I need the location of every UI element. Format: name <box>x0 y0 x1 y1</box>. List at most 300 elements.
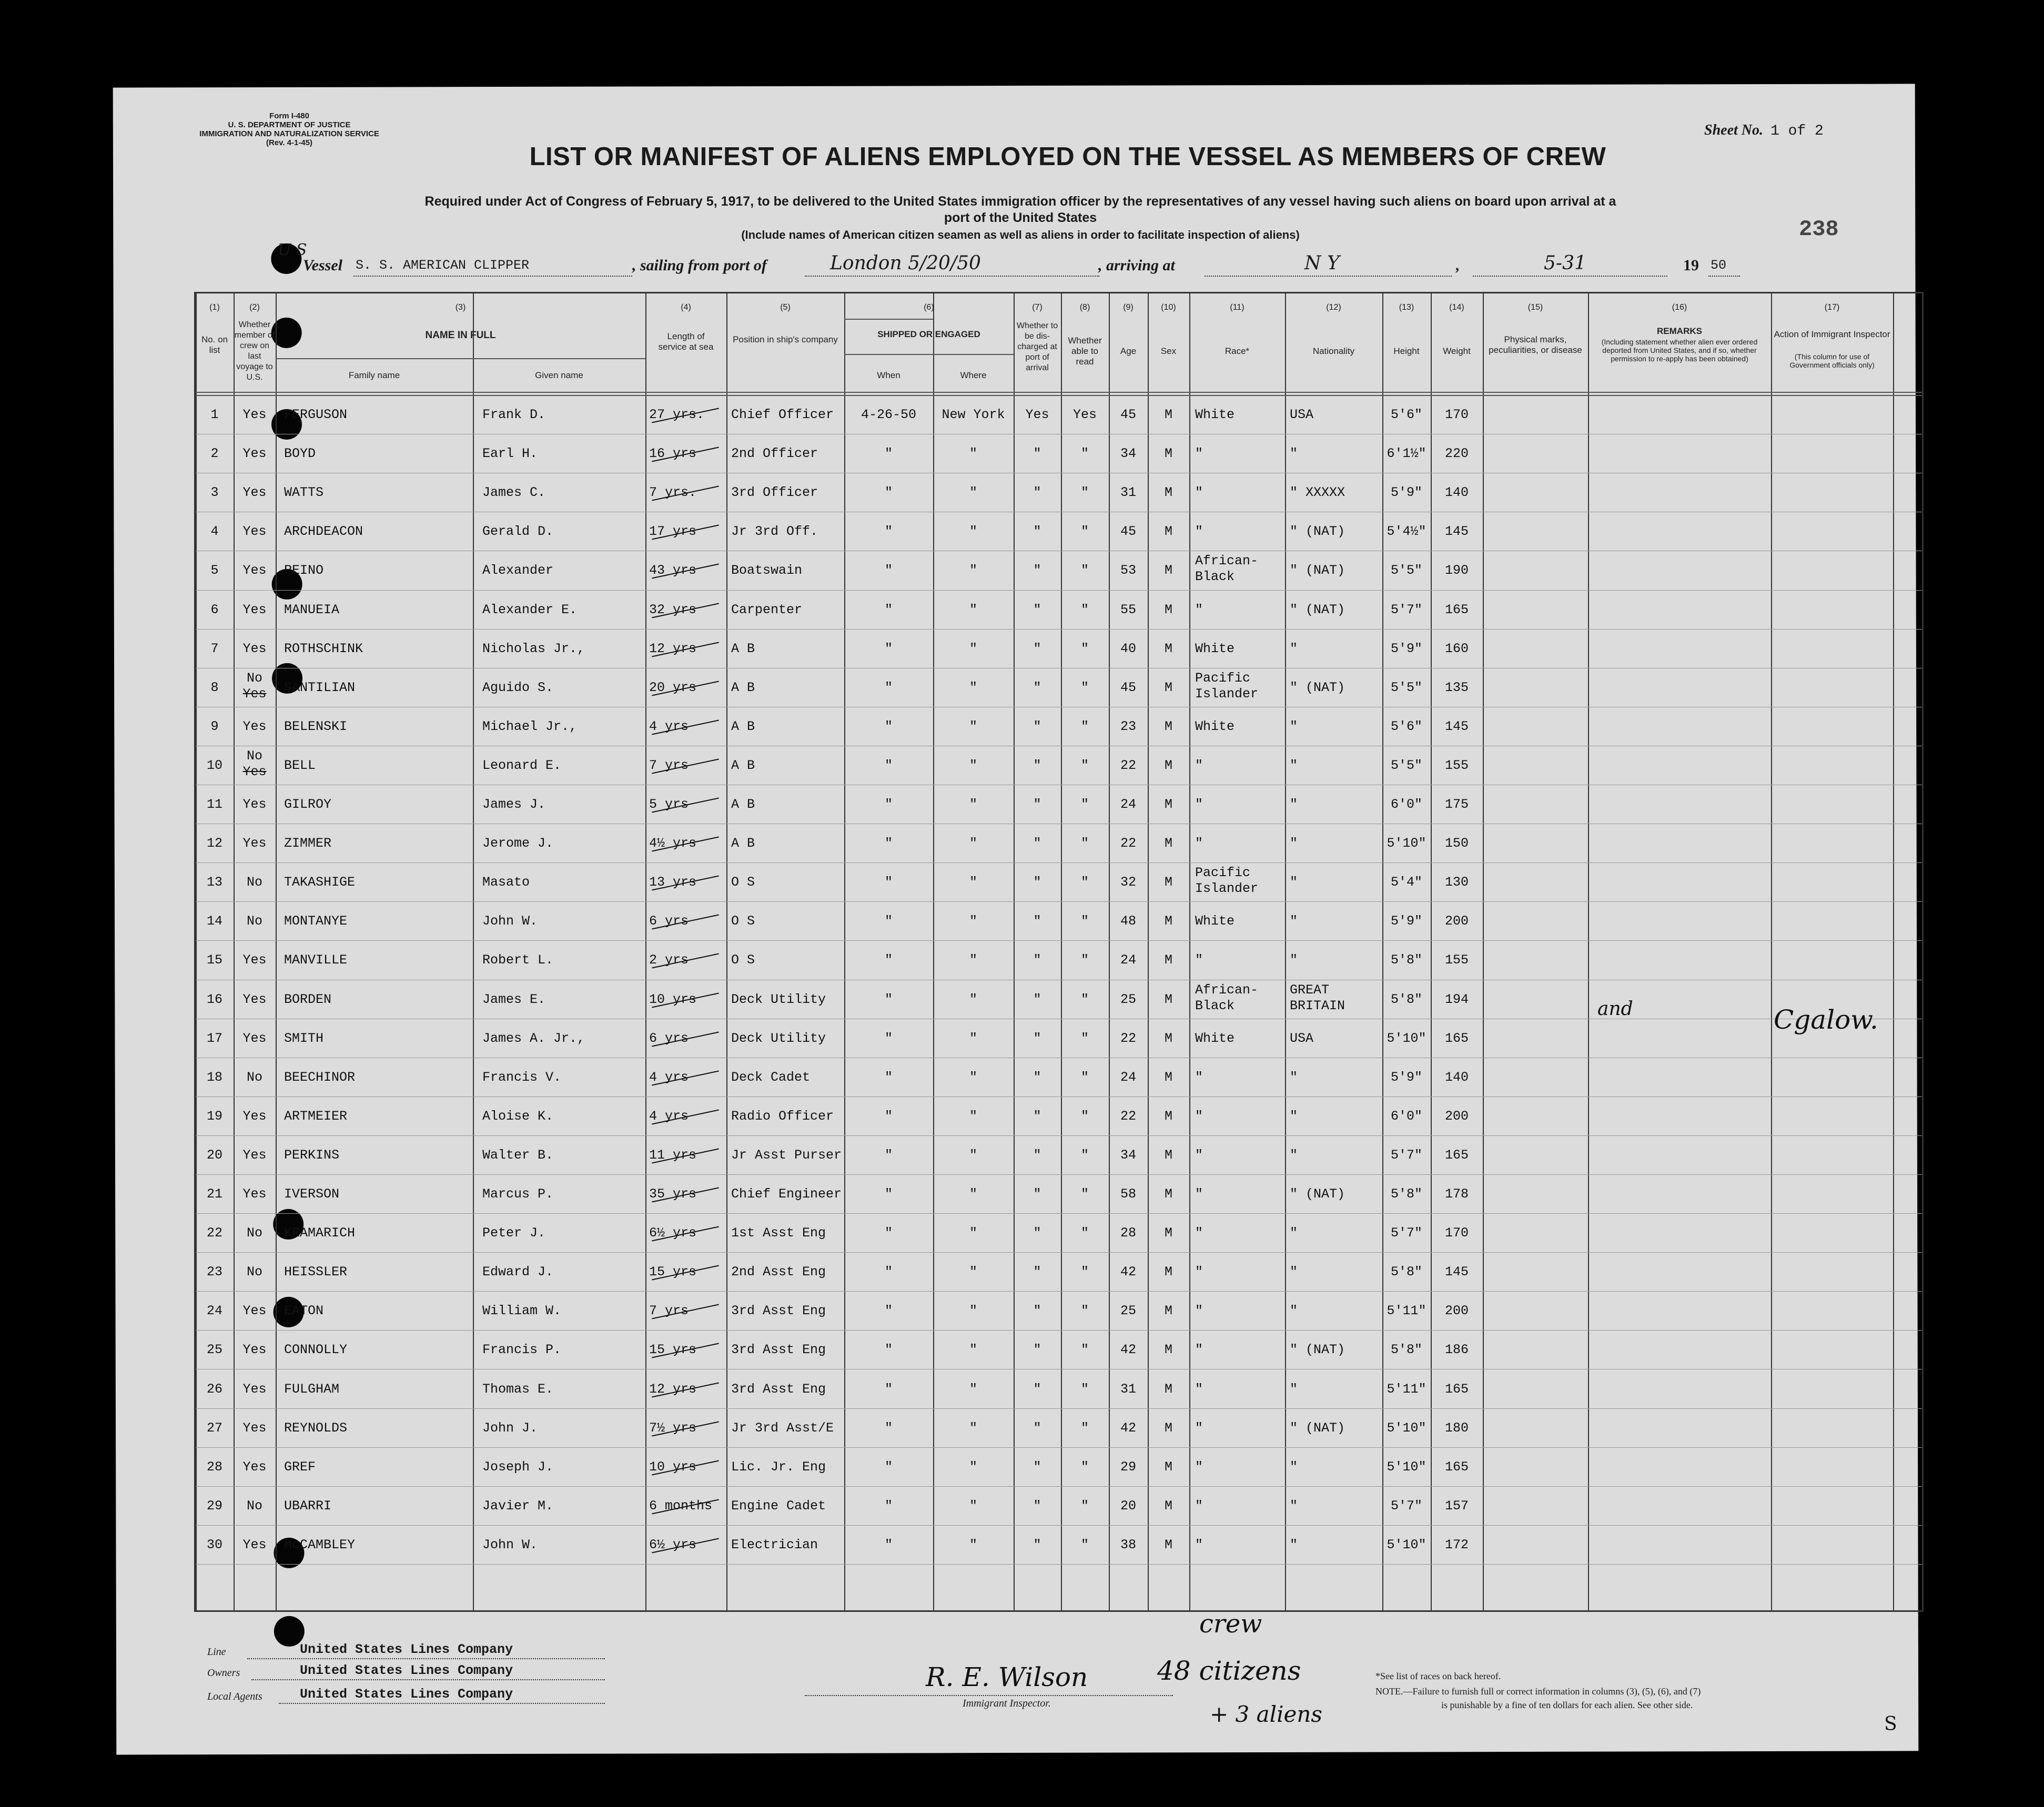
cell-service: 12 yrs <box>649 641 697 656</box>
cell-weight: 200 <box>1444 1109 1469 1124</box>
remarks-hand-note: and <box>1597 998 1633 1020</box>
cell-prev: Yes <box>242 485 267 500</box>
col-1-number: (1) <box>209 303 220 312</box>
cell-sex: M <box>1164 446 1172 461</box>
cell-when: " <box>884 1186 893 1202</box>
col-9-header: Age <box>1120 346 1137 356</box>
cell-prev: No <box>246 1264 262 1280</box>
cell-discharge: " <box>1033 563 1041 578</box>
cell-prev: Yes <box>242 1303 267 1318</box>
cell-family: IVERSON <box>284 1186 340 1202</box>
cell-race: White <box>1195 913 1235 929</box>
cell-given: James J. <box>482 797 546 812</box>
cell-given: Joseph J. <box>482 1459 554 1475</box>
col-5-header: Position in ship's company <box>733 334 838 344</box>
cell-weight: 135 <box>1444 680 1469 695</box>
arrival-date: 5-31 <box>1544 252 1586 274</box>
cell-when: " <box>884 680 893 695</box>
subtitle-note: (Include names of American citizen seamen as well as aliens in order to facilitate inspection of aliens) <box>741 228 1300 241</box>
cell-given: Robert L. <box>482 952 554 968</box>
cell-family: GILROY <box>284 797 332 812</box>
cell-nationality: " <box>1290 1148 1298 1163</box>
cell-given: Alexander <box>482 563 554 578</box>
cell-age: 38 <box>1120 1537 1136 1552</box>
form-number: Form I-480 <box>269 111 309 120</box>
cell-sex: M <box>1164 1031 1172 1046</box>
cell-read: " <box>1080 1537 1089 1552</box>
cell-nationality: " <box>1290 758 1298 773</box>
cell-race: White <box>1195 641 1235 656</box>
cell-where: " <box>969 992 977 1007</box>
cell-age: 40 <box>1120 641 1136 656</box>
cell-age: 45 <box>1120 524 1136 539</box>
cell-no: 19 <box>206 1109 222 1124</box>
cell-position: Chief Officer <box>731 407 834 422</box>
cell-race: Islander <box>1195 686 1259 702</box>
owners-value: United States Lines Company <box>300 1663 513 1678</box>
cell-sex: M <box>1164 913 1172 929</box>
cell-weight: 200 <box>1444 913 1469 929</box>
cell-sex: M <box>1164 407 1172 422</box>
cell-read: Yes <box>1072 407 1097 422</box>
page-title: LIST OR MANIFEST OF ALIENS EMPLOYED ON THE VESSEL AS MEMBERS OF CREW <box>529 143 1606 171</box>
cell-nationality: " (NAT) <box>1290 680 1345 695</box>
cell-where: " <box>969 1031 977 1046</box>
cell-age: 22 <box>1120 1109 1136 1124</box>
cell-sex: M <box>1164 875 1172 890</box>
cell-height: 5'10" <box>1387 836 1426 851</box>
cell-nationality: " <box>1290 1264 1298 1280</box>
cell-no: 28 <box>206 1459 222 1475</box>
cell-service: 5 yrs <box>649 797 689 812</box>
cell-race: African- <box>1195 553 1259 569</box>
cell-weight: 194 <box>1444 992 1469 1007</box>
cell-age: 45 <box>1120 680 1136 695</box>
cell-race: " <box>1195 1186 1203 1202</box>
cell-age: 42 <box>1120 1420 1136 1436</box>
cell-when: " <box>884 719 893 734</box>
cell-service: 7 yrs <box>649 758 689 773</box>
cell-given: Masato <box>482 875 530 890</box>
cell-no: 16 <box>206 992 222 1007</box>
cell-family: ZIMMER <box>284 836 332 851</box>
inspector-hand-note: Cgalow. <box>1774 1004 1878 1035</box>
cell-no: 24 <box>206 1303 222 1318</box>
sheet-value: 1 of 2 <box>1770 123 1824 139</box>
cell-prev: No <box>246 1498 262 1514</box>
cell-position: O S <box>731 875 755 890</box>
col-4-number: (4) <box>681 303 691 312</box>
cell-where: " <box>969 1148 977 1163</box>
form-rev: (Rev. 4-1-45) <box>266 138 313 147</box>
cell-position: O S <box>731 913 755 929</box>
cell-where: " <box>969 641 977 656</box>
col-8-header: Whether able to read <box>1068 336 1102 367</box>
cell-discharge: " <box>1033 446 1041 461</box>
cell-no: 26 <box>206 1382 222 1397</box>
cell-weight: 165 <box>1444 1031 1469 1046</box>
cell-position: Jr 3rd Off. <box>731 524 818 539</box>
cell-no: 3 <box>210 485 219 500</box>
cell-family: BEECHINOR <box>284 1070 356 1085</box>
cell-when: " <box>884 602 893 617</box>
cell-age: 22 <box>1120 1031 1136 1046</box>
col-15-number: (15) <box>1527 303 1543 312</box>
cell-weight: 145 <box>1444 1264 1469 1280</box>
cell-prev: Yes <box>242 1420 267 1436</box>
cell-service: 6 yrs <box>649 1031 689 1046</box>
cell-read: " <box>1080 913 1089 929</box>
cell-height: 5'11" <box>1387 1382 1426 1397</box>
cell-race: " <box>1195 524 1203 539</box>
cell-family: WATTS <box>284 485 324 500</box>
cell-no: 9 <box>210 719 219 734</box>
col-17-subheader: (This column for use of Government officials only) <box>1789 352 1875 369</box>
cell-service: 27 yrs. <box>649 407 705 422</box>
cell-height: 5'5" <box>1390 758 1422 773</box>
cell-sex: M <box>1164 719 1172 734</box>
cell-race: White <box>1195 719 1235 734</box>
cell-height: 5'4½" <box>1387 524 1426 539</box>
vessel-name: S. S. AMERICAN CLIPPER <box>356 258 530 273</box>
cell-age: 20 <box>1120 1498 1136 1514</box>
cell-nationality: " <box>1290 446 1298 461</box>
cell-discharge: " <box>1033 1303 1041 1318</box>
cell-nationality: " <box>1290 1109 1298 1124</box>
vessel-hand-note: U S <box>278 241 307 259</box>
cell-weight: 180 <box>1444 1420 1469 1436</box>
cell-age: 29 <box>1120 1459 1136 1475</box>
cell-when: " <box>884 1031 893 1046</box>
cell-sex: M <box>1164 680 1172 695</box>
cell-given: Walter B. <box>482 1148 554 1163</box>
cell-given: Gerald D. <box>482 524 554 539</box>
cell-race: " <box>1195 1382 1203 1397</box>
cell-sex: M <box>1164 1148 1172 1163</box>
cell-read: " <box>1080 1186 1089 1202</box>
cell-race: Black <box>1195 998 1235 1013</box>
cell-family: HEISSLER <box>284 1264 348 1280</box>
cell-when: " <box>884 992 893 1007</box>
cell-family: REYNOLDS <box>284 1420 348 1436</box>
cell-nationality: " <box>1290 952 1298 968</box>
cell-no: 12 <box>206 836 222 851</box>
cell-discharge: " <box>1033 1537 1041 1552</box>
col-8-number: (8) <box>1079 303 1090 312</box>
cell-race: " <box>1195 1148 1203 1163</box>
cell-sex: M <box>1164 1303 1172 1318</box>
cell-age: 45 <box>1120 407 1136 422</box>
cell-discharge: " <box>1033 913 1041 929</box>
cell-prev: Yes <box>242 524 267 539</box>
col-shipped-when: When <box>877 370 900 380</box>
cell-where: " <box>969 1420 977 1436</box>
cell-race: " <box>1195 485 1203 500</box>
cell-family: PERKINS <box>284 1148 340 1163</box>
cell-read: " <box>1080 1459 1089 1475</box>
cell-height: 5'10" <box>1387 1031 1426 1046</box>
cell-when: " <box>884 1148 893 1163</box>
cell-given: Leonard E. <box>482 758 562 773</box>
cell-where: " <box>969 446 977 461</box>
cell-sex: M <box>1164 524 1172 539</box>
cell-given: John W. <box>482 913 538 929</box>
cell-prev: Yes <box>242 407 267 422</box>
cell-position: A B <box>731 758 755 773</box>
cell-prev: Yes <box>242 952 267 968</box>
cell-position: 2nd Officer <box>731 446 818 461</box>
cell-weight: 145 <box>1444 524 1469 539</box>
cell-race: Black <box>1195 569 1235 584</box>
form-service: IMMIGRATION AND NATURALIZATION SERVICE <box>199 129 379 138</box>
cell-service: 7½ yrs <box>649 1420 697 1436</box>
arrival-year: 50 <box>1711 258 1727 273</box>
cell-prev: No <box>246 671 262 686</box>
cell-family: FERGUSON <box>284 407 348 422</box>
cell-height: 5'9" <box>1390 485 1422 500</box>
cell-read: " <box>1080 1303 1089 1318</box>
col-2-number: (2) <box>249 303 260 312</box>
cell-race: African- <box>1195 982 1259 998</box>
cell-age: 53 <box>1120 563 1136 578</box>
cell-service: 16 yrs <box>649 446 697 461</box>
cell-discharge: " <box>1033 1498 1041 1514</box>
cell-no: 18 <box>206 1070 222 1085</box>
cell-where: " <box>969 602 977 617</box>
cell-discharge: " <box>1033 1070 1041 1085</box>
cell-weight: 160 <box>1444 641 1469 656</box>
cell-given: Marcus P. <box>482 1186 554 1202</box>
cell-sex: M <box>1164 992 1172 1007</box>
sailing-label: , sailing from port of <box>632 257 767 274</box>
cell-age: 34 <box>1120 1148 1136 1163</box>
col-7-number: (7) <box>1032 303 1043 312</box>
cell-position: A B <box>731 797 755 812</box>
cell-sex: M <box>1164 641 1172 656</box>
cell-weight: 190 <box>1444 563 1469 578</box>
cell-given: Michael Jr., <box>482 719 578 734</box>
cell-when: " <box>884 952 893 968</box>
page-hand-mark: S <box>1884 1713 1897 1735</box>
cell-prev: No <box>246 875 262 890</box>
cell-no: 22 <box>206 1225 222 1241</box>
cell-prev: Yes <box>242 563 267 578</box>
cell-when: " <box>884 1109 893 1124</box>
cell-height: 5'6" <box>1390 719 1422 734</box>
cell-given: Aguido S. <box>482 680 554 695</box>
cell-height: 5'7" <box>1390 1498 1422 1514</box>
cell-height: 5'8" <box>1390 1264 1422 1280</box>
cell-prev: Yes <box>242 602 267 617</box>
cell-nationality: " (NAT) <box>1290 1186 1345 1202</box>
cell-age: 24 <box>1120 797 1136 812</box>
cell-race: White <box>1195 1031 1235 1046</box>
cell-age: 25 <box>1120 1303 1136 1318</box>
cell-read: " <box>1080 485 1089 500</box>
col-15-header: Physical marks, peculiarities, or disease <box>1489 334 1582 355</box>
cell-age: 24 <box>1120 1070 1136 1085</box>
cell-nationality: " (NAT) <box>1290 1420 1345 1436</box>
cell-discharge: " <box>1033 1342 1041 1357</box>
cell-position: O S <box>731 952 755 968</box>
cell-prev: Yes <box>242 719 267 734</box>
cell-read: " <box>1080 1498 1089 1514</box>
cell-position: 3rd Asst Eng <box>731 1342 826 1357</box>
cell-when: " <box>884 1225 893 1241</box>
cell-no: 25 <box>206 1342 222 1357</box>
cell-position: A B <box>731 719 755 734</box>
cell-service: 12 yrs <box>649 1382 697 1397</box>
cell-read: " <box>1080 1264 1089 1280</box>
cell-service: 35 yrs <box>649 1186 697 1202</box>
cell-discharge: " <box>1033 641 1041 656</box>
cell-age: 31 <box>1120 485 1136 500</box>
cell-where: " <box>969 563 977 578</box>
subtitle-line-2: port of the United States <box>944 210 1097 225</box>
cell-read: " <box>1080 1420 1089 1436</box>
cell-discharge: " <box>1033 680 1041 695</box>
cell-no: 8 <box>210 680 219 695</box>
cell-discharge: " <box>1033 1264 1041 1280</box>
cell-read: " <box>1080 758 1089 773</box>
cell-read: " <box>1080 1225 1089 1241</box>
col-16-number: (16) <box>1672 303 1687 312</box>
year-prefix: 19 <box>1683 257 1699 274</box>
cell-weight: 165 <box>1444 602 1469 617</box>
col-3-header: NAME IN FULL <box>425 330 496 341</box>
cell-prev: No <box>246 1070 262 1085</box>
line-value: United States Lines Company <box>300 1642 513 1657</box>
cell-weight: 150 <box>1444 836 1469 851</box>
cell-weight: 175 <box>1444 797 1469 812</box>
cell-where: " <box>969 1342 977 1357</box>
cell-no: 21 <box>206 1186 222 1202</box>
cell-service: 4 yrs <box>649 719 689 734</box>
owners-label: Owners <box>207 1667 240 1679</box>
cell-prev: No <box>246 748 262 764</box>
cell-when: " <box>884 1342 893 1357</box>
cell-family: EATON <box>284 1303 324 1318</box>
cell-no: 14 <box>206 913 222 929</box>
col-7-header: Whether to be dis-charged at port of arrival <box>1016 321 1058 372</box>
cell-discharge: " <box>1033 1148 1041 1163</box>
cell-position: Lic. Jr. Eng <box>731 1459 826 1475</box>
line-label: Line <box>207 1646 226 1658</box>
cell-sex: M <box>1164 836 1172 851</box>
cell-prev: Yes <box>242 446 267 461</box>
col-14-number: (14) <box>1449 303 1464 312</box>
cell-given: James A. Jr., <box>482 1031 585 1046</box>
cell-discharge: " <box>1033 1225 1041 1241</box>
cell-where: " <box>969 913 977 929</box>
cell-weight: 200 <box>1444 1303 1469 1318</box>
cell-height: 6'0" <box>1390 797 1422 812</box>
cell-service: 11 yrs <box>649 1148 697 1163</box>
cell-prev: Yes <box>242 1148 267 1163</box>
col-given-name: Given name <box>535 370 583 380</box>
cell-given: Earl H. <box>482 446 538 461</box>
cell-no: 6 <box>210 602 219 617</box>
cell-discharge: " <box>1033 719 1041 734</box>
cell-family: SMITH <box>284 1031 324 1046</box>
col-10-number: (10) <box>1161 303 1176 312</box>
cell-read: " <box>1080 952 1089 968</box>
cell-weight: 220 <box>1444 446 1469 461</box>
col-3-number: (3) <box>455 303 466 312</box>
cell-weight: 140 <box>1444 1070 1469 1085</box>
cell-prev: Yes <box>242 1031 267 1046</box>
cell-age: 42 <box>1120 1264 1136 1280</box>
cell-sex: M <box>1164 1382 1172 1397</box>
cell-nationality: " (NAT) <box>1290 1342 1345 1357</box>
form-dept: U. S. DEPARTMENT OF JUSTICE <box>228 120 351 129</box>
cell-where: " <box>969 485 977 500</box>
cell-height: 5'9" <box>1390 641 1422 656</box>
cell-age: 58 <box>1120 1186 1136 1202</box>
cell-where: " <box>969 1070 977 1085</box>
cell-read: " <box>1080 1109 1089 1124</box>
cell-race: " <box>1195 1420 1203 1436</box>
agents-label: Local Agents <box>207 1691 262 1702</box>
cell-age: 34 <box>1120 446 1136 461</box>
cell-service: 15 yrs <box>649 1342 697 1357</box>
cell-service: 6 months <box>649 1498 713 1514</box>
cell-position: Boatswain <box>731 563 803 578</box>
cell-given: Jerome J. <box>482 836 554 851</box>
cell-nationality: " <box>1290 719 1298 734</box>
cell-sex: M <box>1164 1225 1172 1241</box>
cell-when: " <box>884 1537 893 1552</box>
cell-nationality: " <box>1290 1459 1298 1475</box>
cell-sex: M <box>1164 758 1172 773</box>
cell-discharge: " <box>1033 485 1041 500</box>
cell-position: A B <box>731 680 755 695</box>
cell-when: " <box>884 1459 893 1475</box>
cell-service: 43 yrs <box>649 563 697 578</box>
cell-position: Deck Cadet <box>731 1070 811 1085</box>
cell-race: White <box>1195 407 1235 422</box>
cell-nationality: " (NAT) <box>1290 524 1345 539</box>
cell-read: " <box>1080 1031 1089 1046</box>
cell-where: " <box>969 680 977 695</box>
cell-where: " <box>969 952 977 968</box>
cell-given: Alexander E. <box>482 602 578 617</box>
cell-no: 30 <box>206 1537 222 1552</box>
cell-race: " <box>1195 1264 1203 1280</box>
cell-nationality: " <box>1290 641 1298 656</box>
cell-read: " <box>1080 680 1089 695</box>
col-5-number: (5) <box>780 303 791 312</box>
cell-sex: M <box>1164 1109 1172 1124</box>
cell-sex: M <box>1164 797 1172 812</box>
cell-where: " <box>969 797 977 812</box>
cell-service: 7 yrs <box>649 1303 689 1318</box>
cell-where: " <box>969 1459 977 1475</box>
cell-when: " <box>884 875 893 890</box>
cell-where: New York <box>942 407 1005 422</box>
cell-discharge: " <box>1033 1420 1041 1436</box>
cell-given: James C. <box>482 485 546 500</box>
cell-when: " <box>884 836 893 851</box>
cell-position: 3rd Asst Eng <box>731 1382 826 1397</box>
arriving-port: N Y <box>1304 252 1340 274</box>
sheet-label: Sheet No. <box>1704 122 1763 138</box>
cell-service: 4 yrs <box>649 1070 689 1085</box>
cell-nationality: BRITAIN <box>1290 998 1345 1013</box>
col-2-header: Whether member of crew on last voyage to U.S. <box>234 320 275 382</box>
cell-service: 2 yrs <box>649 952 689 968</box>
col-9-number: (9) <box>1123 303 1134 312</box>
